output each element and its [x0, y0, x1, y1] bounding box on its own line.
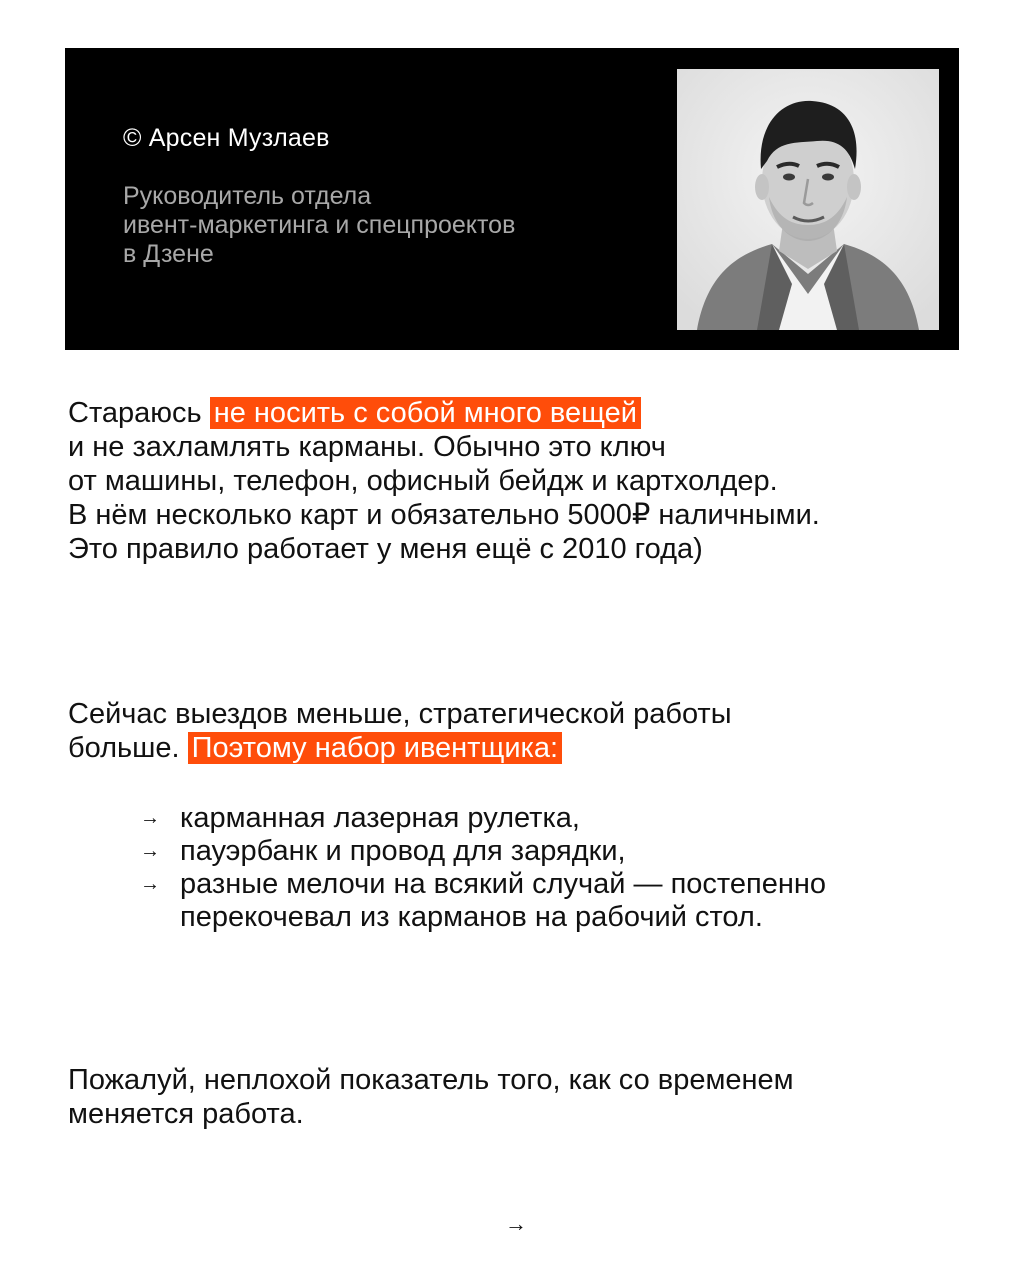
list-item-line: пауэрбанк и провод для зарядки,: [180, 835, 626, 867]
list-item-line: разные мелочи на всякий случай — постепенно: [180, 868, 826, 900]
paragraph-line: Пожалуй, неплохой показатель того, как со временем: [68, 1064, 794, 1096]
paragraph-text: больше.: [68, 732, 180, 764]
paragraph-line: Сейчас выездов меньше, стратегической работы: [68, 698, 732, 730]
highlight-text: не носить с собой много вещей: [210, 397, 641, 429]
author-portrait: [677, 69, 939, 330]
author-card: [65, 48, 959, 350]
paragraph-line: [68, 396, 968, 430]
list-item-text: [180, 868, 960, 934]
author-name: © Арсен Музлаев: [123, 124, 330, 152]
arrow-right-icon: →: [140, 840, 160, 862]
list-item-text: [180, 835, 960, 868]
paragraph-text: Стараюсь: [68, 397, 202, 429]
list-item-text: [180, 802, 960, 835]
paragraph-pocket-habits: [68, 396, 968, 566]
paragraph-line: Это правило работает у меня ещё с 2010 года): [68, 533, 703, 565]
list-item-line: карманная лазерная рулетка,: [180, 802, 580, 834]
portrait-photo-icon: [677, 69, 939, 330]
author-role-line: Руководитель отдела: [123, 182, 372, 210]
list-item: [140, 868, 960, 934]
author-role-line: в Дзене: [123, 240, 214, 268]
arrow-right-icon: →: [140, 807, 160, 829]
paragraph-conclusion: [68, 1063, 968, 1131]
highlight-text: Поэтому набор ивентщика:: [188, 732, 562, 764]
event-kit-list: [140, 802, 960, 934]
list-item: [140, 835, 960, 868]
paragraph-work-change: [68, 697, 968, 765]
author-role: [123, 182, 643, 269]
author-role-line: ивент-маркетинга и спецпроектов: [123, 211, 516, 239]
paragraph-line: [68, 731, 968, 765]
paragraph-line: и не захламлять карманы. Обычно это ключ: [68, 431, 666, 463]
paragraph-line: меняется работа.: [68, 1098, 304, 1130]
list-item: [140, 802, 960, 835]
paragraph-line: В нём несколько карт и обязательно 5000₽ наличными.: [68, 499, 820, 531]
paragraph-line: от машины, телефон, офисный бейдж и картхолдер.: [68, 465, 778, 497]
list-item-line: перекочевал из карманов на рабочий стол.: [180, 901, 763, 933]
next-page-arrow-icon[interactable]: →: [505, 1211, 527, 1236]
arrow-right-icon: →: [140, 873, 160, 895]
